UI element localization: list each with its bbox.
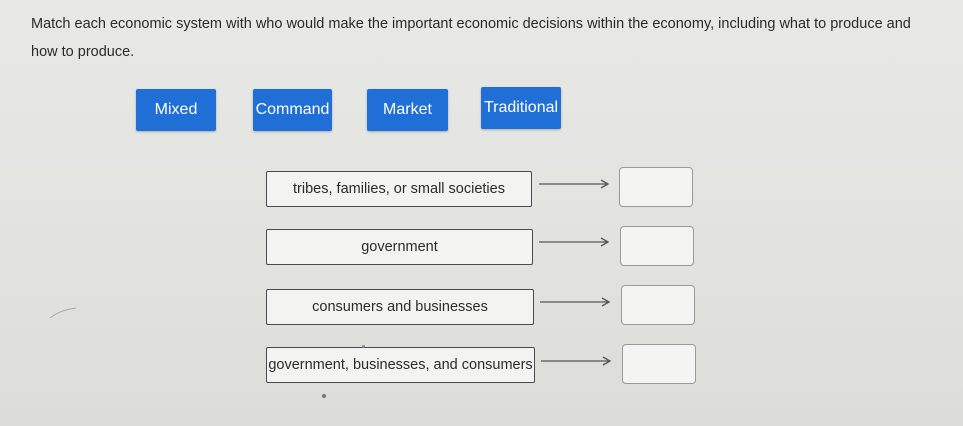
drop-target-row-4[interactable]: [622, 344, 696, 384]
option-command-chip[interactable]: Command: [253, 89, 332, 131]
row-label: government, businesses, and consumers: [268, 357, 533, 373]
row-label: consumers and businesses: [312, 299, 488, 315]
row-label-box: [266, 171, 532, 207]
question-prompt: Match each economic system with who would make the important economic decisions within the economy, including what to produce and how to produce.: [31, 16, 911, 60]
option-mixed-chip[interactable]: Mixed: [136, 89, 216, 131]
row-label: tribes, families, or small societies: [293, 181, 505, 197]
dust-speck: [322, 394, 326, 398]
right-arrow-icon: [540, 296, 612, 308]
row-label-box: [266, 289, 534, 325]
row-label: government: [361, 239, 438, 255]
drop-target-row-3[interactable]: [621, 285, 695, 325]
right-arrow-icon: [541, 355, 613, 367]
row-label-box: [266, 347, 535, 383]
paper-crease-mark: [48, 306, 78, 320]
option-traditional-chip[interactable]: Traditional: [481, 87, 561, 129]
row-label-box: [266, 229, 533, 265]
right-arrow-icon: [539, 178, 611, 190]
right-arrow-icon: [539, 236, 611, 248]
drop-target-row-1[interactable]: [619, 167, 693, 207]
option-market-chip[interactable]: Market: [367, 89, 448, 131]
drop-target-row-2[interactable]: [620, 226, 694, 266]
dust-speck: [362, 345, 365, 348]
